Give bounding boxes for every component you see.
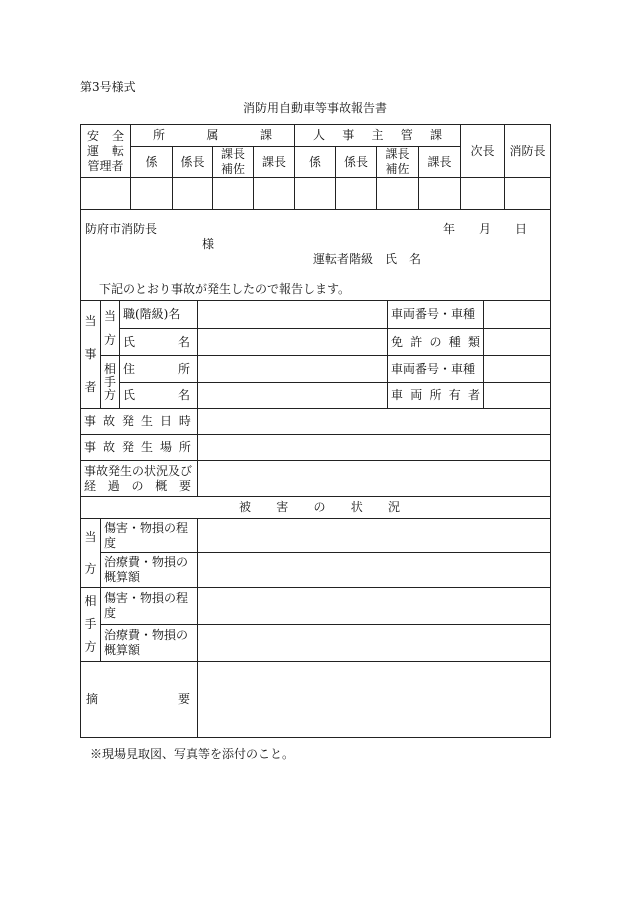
own-side-damage-label: 当 方 bbox=[81, 519, 101, 588]
stamp-box[interactable] bbox=[505, 178, 551, 210]
incident-form-table bbox=[80, 300, 551, 738]
stamp-box[interactable] bbox=[254, 178, 295, 210]
own-damage-degree-label: 傷害・物損の程 度 bbox=[101, 519, 198, 553]
stamp-box[interactable] bbox=[295, 178, 336, 210]
other-side-damage-label: 相 手 方 bbox=[81, 588, 101, 662]
chief-label: 係長 bbox=[173, 147, 213, 178]
date-month: 月 bbox=[479, 222, 492, 236]
name-label: 氏 名 bbox=[120, 329, 198, 356]
chief-label-2: 係長 bbox=[336, 147, 377, 178]
address-label: 住 所 bbox=[120, 356, 198, 383]
approval-table bbox=[80, 124, 551, 210]
report-statement: 下記のとおり事故が発生したので報告します。 bbox=[99, 282, 351, 296]
stamp-box[interactable] bbox=[419, 178, 461, 210]
stamp-box[interactable] bbox=[336, 178, 377, 210]
own-damage-degree-field[interactable] bbox=[198, 519, 551, 553]
incident-situation-label: 事故発生の状況及び 経 過 の 概 要 bbox=[81, 461, 198, 497]
incident-place-label: 事 故 発 生 場 所 bbox=[81, 435, 198, 461]
incident-datetime-field[interactable] bbox=[198, 409, 551, 435]
staff-label: 係 bbox=[131, 147, 173, 178]
license-type-label: 免 許 の 種 類 bbox=[388, 329, 484, 356]
other-vehicle-number-label: 車両番号・車種 bbox=[388, 356, 484, 383]
deputy-section-chief-label: 課長 補佐 bbox=[213, 147, 254, 178]
name-field[interactable] bbox=[198, 329, 388, 356]
section-chief-label: 課長 bbox=[254, 147, 295, 178]
staff-label-2: 係 bbox=[295, 147, 336, 178]
party-label: 当 事 者 bbox=[81, 301, 101, 409]
vehicle-number-label: 車両番号・車種 bbox=[388, 301, 484, 329]
section-chief-label-2: 課長 bbox=[419, 147, 461, 178]
damage-heading: 被 害 の 状 況 bbox=[81, 497, 551, 519]
stamp-box[interactable] bbox=[131, 178, 173, 210]
stamp-box[interactable] bbox=[173, 178, 213, 210]
remarks-field[interactable] bbox=[198, 662, 551, 738]
fire-chief-label: 消防長 bbox=[505, 125, 551, 178]
incident-situation-field[interactable] bbox=[198, 461, 551, 497]
vehicle-owner-field[interactable] bbox=[484, 383, 551, 409]
stamp-box[interactable] bbox=[81, 178, 131, 210]
attachment-note: ※現場見取図、写真等を添付のこと。 bbox=[90, 747, 295, 761]
department-header: 所 属 課 bbox=[131, 125, 295, 147]
reporter-line: 運転者階級 氏 名 bbox=[313, 252, 422, 266]
rank-title-field[interactable] bbox=[198, 301, 388, 329]
honorific: 様 bbox=[202, 237, 215, 251]
other-name-label: 氏 名 bbox=[120, 383, 198, 409]
rank-title-label: 職(階級)名 bbox=[120, 301, 198, 329]
other-cost-label: 治療費・物損の 概算額 bbox=[101, 625, 198, 662]
other-damage-degree-field[interactable] bbox=[198, 588, 551, 625]
addressee: 防府市消防長 bbox=[85, 222, 158, 236]
other-vehicle-number-field[interactable] bbox=[484, 356, 551, 383]
date-day: 日 bbox=[515, 222, 528, 236]
own-cost-field[interactable] bbox=[198, 553, 551, 588]
own-side-label: 当 方 bbox=[101, 301, 120, 356]
address-field[interactable] bbox=[198, 356, 388, 383]
stamp-box[interactable] bbox=[377, 178, 419, 210]
other-party-label: 相 手 方 bbox=[101, 356, 120, 409]
personnel-header: 人 事 主 管 課 bbox=[295, 125, 461, 147]
document-title: 消防用自動車等事故報告書 bbox=[242, 101, 387, 115]
incident-datetime-label: 事 故 発 生 日 時 bbox=[81, 409, 198, 435]
deputy-section-chief-label-2: 課長 補佐 bbox=[377, 147, 419, 178]
other-name-field[interactable] bbox=[198, 383, 388, 409]
license-type-field[interactable] bbox=[484, 329, 551, 356]
incident-place-field[interactable] bbox=[198, 435, 551, 461]
other-cost-field[interactable] bbox=[198, 625, 551, 662]
other-damage-degree-label: 傷害・物損の程 度 bbox=[101, 588, 198, 625]
remarks-label: 摘 要 bbox=[81, 662, 198, 738]
own-cost-label: 治療費・物損の 概算額 bbox=[101, 553, 198, 588]
date-year: 年 bbox=[443, 222, 456, 236]
stamp-box[interactable] bbox=[461, 178, 505, 210]
form-number: 第3号様式 bbox=[80, 80, 136, 94]
vehicle-owner-label: 車 両 所 有 者 bbox=[388, 383, 484, 409]
stamp-box[interactable] bbox=[213, 178, 254, 210]
vehicle-number-field[interactable] bbox=[484, 301, 551, 329]
safety-manager-cell: 安 全 運 転 管理者 bbox=[81, 125, 131, 178]
deputy-chief-label: 次長 bbox=[461, 125, 505, 178]
report-body bbox=[80, 208, 551, 301]
